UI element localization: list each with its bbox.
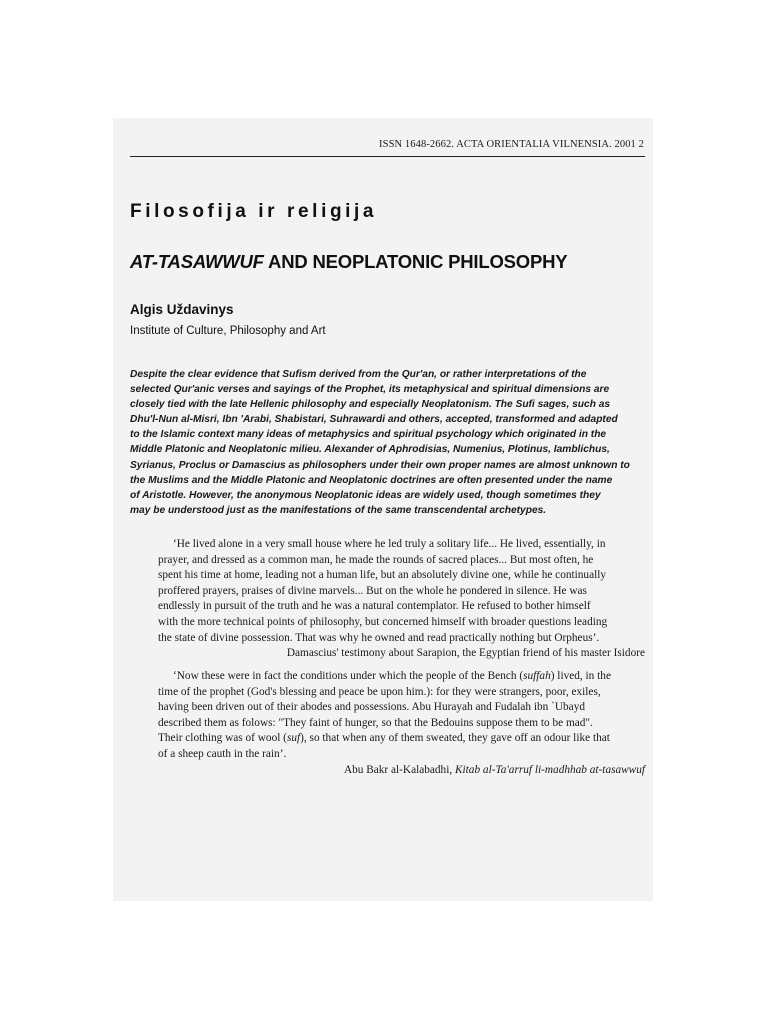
article-title: [130, 251, 567, 273]
abstract-line: to the Islamic context many ideas of metaphysics and spiritual psychology which originated in the: [130, 429, 607, 441]
quote-line: [158, 731, 645, 747]
quote-text: ), so that when any of them sweated, they gave off an odour like that: [300, 732, 610, 745]
attribution-work: Kitab al-Ta'arruf li-madhhab at-tasawwuf: [455, 763, 645, 776]
abstract-line: Dhu'l-Nun al-Misri, Ibn 'Arabi, Shabistari, Suhrawardi and others, accepted, transformed and adapted: [130, 414, 618, 426]
quote-attribution: Damascius' testimony about Sarapion, the Egyptian friend of his master Isidore: [286, 647, 645, 660]
abstract-line: Despite the clear evidence that Sufism derived from the Qur'an, or rather interpretations of the: [130, 369, 587, 380]
header-rule: [130, 156, 645, 157]
section-title: Filosofija ir religija: [130, 201, 378, 222]
quote-line: proffered prayers, praises of divine marvels... But on the whole he pondered in silence. He was: [158, 584, 587, 597]
quote-text: ) lived, in the: [550, 670, 611, 682]
quote-line: of a sheep cauth in the rain’.: [158, 747, 287, 760]
quote-line: [158, 669, 645, 685]
quote-line: time of the prophet (God's blessing and peace be upon him.): for they were strangers, poor, exiles,: [158, 685, 601, 698]
abstract-line: of Aristotle. However, the anonymous Neoplatonic ideas are widely used, though sometimes they: [130, 489, 601, 501]
abstract-line: the Muslims and the Middle Platonic and Neoplatonic doctrines are often presented under the name: [130, 474, 613, 486]
quote-attribution: [158, 763, 645, 779]
abstract-line: may be understood just as the manifestations of the same transcendental archetypes.: [130, 504, 547, 516]
author-affiliation: Institute of Culture, Philosophy and Art: [130, 325, 326, 337]
quote-text: ‘Now these were in fact the conditions under which the people of the Bench (: [173, 670, 524, 682]
abstract-line: selected Qur'anic verses and sayings of the Prophet, its metaphysical and spiritual dimensions are: [130, 384, 610, 396]
article-title-rest: AND NEOPLATONIC PHILOSOPHY: [263, 251, 568, 272]
quote-line: spent his time at home, leading not a human life, but an absolutely divine one, while he continually: [158, 569, 607, 582]
article-title-italic: AT-TASAWWUF: [130, 251, 264, 272]
quote-line: with the more technical points of philosophy, but concerned himself with broader questions leading: [158, 615, 608, 628]
abstract-line: closely tied with the late Hellenic philosophy and especially Neoplatonism. The Sufi sages, such as: [130, 399, 611, 411]
quote-italic-term: suf: [286, 732, 301, 745]
attribution-author: Abu Bakr al-Kalabadhi,: [343, 763, 455, 776]
quote-line: prayer, and dressed as a common man, he made the rounds of sacred places... But most often, he: [158, 553, 594, 566]
quote-line: described them as folows: "They faint of hunger, so that the Bedouins suppose them to be mad".: [158, 716, 593, 729]
author-name: Algis Uždavinys: [130, 302, 234, 317]
abstract: [130, 367, 644, 518]
abstract-line: Middle Platonic and Neoplatonic milieu. Alexander of Aphrodisias, Numenius, Plotinus, Iamblichus,: [130, 444, 610, 456]
quote-text: Their clothing was of wool (: [158, 732, 287, 745]
quote-line: the state of divine possession. That was why he owned and read practically nothing but Orpheus’.: [158, 631, 600, 644]
quote-line: ‘He lived alone in a very small house where he led truly a solitary life... He lived, essentially, in: [173, 538, 606, 550]
quote-line: having been driven out of their abodes and possessions. Abu Hurayah and Fudalah ibn `Ubayd: [158, 701, 585, 714]
epigraph-quote-1: [158, 537, 645, 662]
quote-italic-term: suffah: [523, 670, 551, 682]
journal-header: ISSN 1648-2662. ACTA ORIENTALIA VILNENSIA. 2001 2: [379, 139, 644, 150]
abstract-line: Syrianus, Proclus or Damascius as philosophers under their own proper names are almost unknown to: [130, 459, 630, 471]
quote-line: endlessly in pursuit of the truth and he was a natural contemplator. He refused to bother himself: [158, 600, 591, 613]
epigraph-quote-2: [158, 669, 645, 778]
